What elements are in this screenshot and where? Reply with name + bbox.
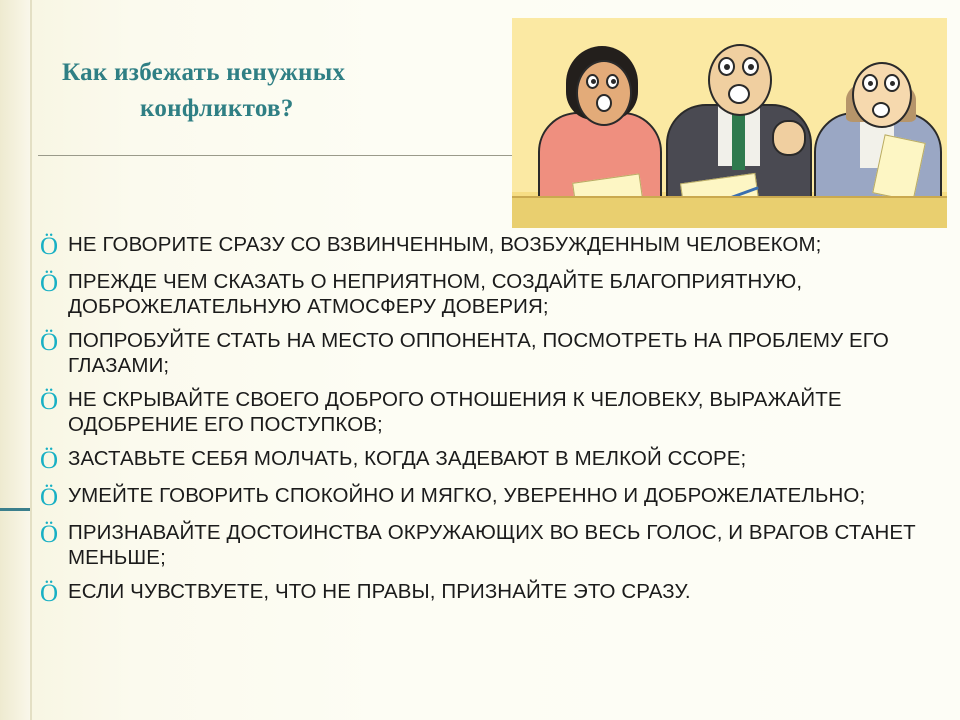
illustration-table [512, 196, 947, 228]
list-item [40, 387, 945, 437]
bald-man-head [708, 44, 772, 116]
grey-man-head [852, 62, 912, 128]
list-item [40, 446, 945, 474]
grey-man-mouth [872, 102, 890, 118]
bald-man-tie [732, 108, 745, 170]
woman-mouth [596, 94, 612, 112]
list-item-text: НЕ ГОВОРИТЕ СРАЗУ СО ВЗВИНЧЕННЫМ, ВОЗБУЖДЕННЫМ ЧЕЛОВЕКОМ; [68, 233, 822, 256]
list-item [40, 328, 945, 378]
list-item [40, 269, 945, 319]
title-line-2: конфликтов? [140, 95, 294, 123]
title-line-1: Как избежать ненужных [62, 59, 346, 86]
checkmark-bullet-icon: Ö [40, 329, 59, 356]
checkmark-bullet-icon: Ö [40, 521, 59, 548]
list-item-text: ЗАСТАВЬТЕ СЕБЯ МОЛЧАТЬ, КОГДА ЗАДЕВАЮТ В МЕЛКОЙ ССОРЕ; [68, 447, 747, 470]
list-item-text: ПРИЗНАВАЙТЕ ДОСТОИНСТВА ОКРУЖАЮЩИХ ВО ВЕСЬ ГОЛОС, И ВРАГОВ СТАНЕТ МЕНЬШЕ; [68, 521, 916, 569]
list-item [40, 579, 945, 607]
list-item-text: ПОПРОБУЙТЕ СТАТЬ НА МЕСТО ОППОНЕНТА, ПОСМОТРЕТЬ НА ПРОБЛЕМУ ЕГО ГЛАЗАМИ; [68, 329, 889, 377]
person-woman-in-pink [530, 29, 670, 204]
list-item [40, 520, 945, 570]
list-item-text: ЕСЛИ ЧУВСТВУЕТЕ, ЧТО НЕ ПРАВЫ, ПРИЗНАЙТЕ ЭТО СРАЗУ. [68, 580, 691, 603]
bullet-list [40, 232, 945, 616]
grey-man-pupil-left [868, 81, 873, 86]
list-item-text: НЕ СКРЫВАЙТЕ СВОЕГО ДОБРОГО ОТНОШЕНИЯ К ЧЕЛОВЕКУ, ВЫРАЖАЙТЕ ОДОБРЕНИЕ ЕГО ПОСТУПКОВ; [68, 388, 842, 436]
left-divider-line [30, 0, 32, 720]
checkmark-bullet-icon: Ö [40, 233, 59, 260]
woman-pupil-right [611, 79, 616, 84]
list-item [40, 483, 945, 511]
woman-head [576, 60, 632, 126]
bald-man-pupil-right [748, 64, 754, 70]
bald-man-pupil-left [724, 64, 730, 70]
list-item-text: УМЕЙТЕ ГОВОРИТЬ СПОКОЙНО И МЯГКО, УВЕРЕННО И ДОБРОЖЕЛАТЕЛЬНО; [68, 484, 866, 507]
checkmark-bullet-icon: Ö [40, 388, 59, 415]
grey-man-pupil-right [890, 81, 895, 86]
three-people-discussion-illustration [512, 18, 947, 228]
checkmark-bullet-icon: Ö [40, 580, 59, 607]
person-bald-man [660, 19, 820, 204]
bald-man-hand [772, 120, 806, 156]
page-title [62, 55, 482, 128]
left-decorative-band [0, 0, 30, 720]
checkmark-bullet-icon: Ö [40, 447, 59, 474]
person-man-in-grey-suit [808, 29, 947, 204]
woman-pupil-left [591, 79, 596, 84]
left-accent-tick [0, 508, 30, 511]
checkmark-bullet-icon: Ö [40, 270, 59, 297]
list-item [40, 232, 945, 260]
list-item-text: ПРЕЖДЕ ЧЕМ СКАЗАТЬ О НЕПРИЯТНОМ, СОЗДАЙТЕ БЛАГОПРИЯТНУЮ, ДОБРОЖЕЛАТЕЛЬНУЮ АТМОСФЕРУ ДОВЕРИЯ; [68, 270, 803, 318]
bald-man-mouth [728, 84, 750, 104]
checkmark-bullet-icon: Ö [40, 484, 59, 511]
